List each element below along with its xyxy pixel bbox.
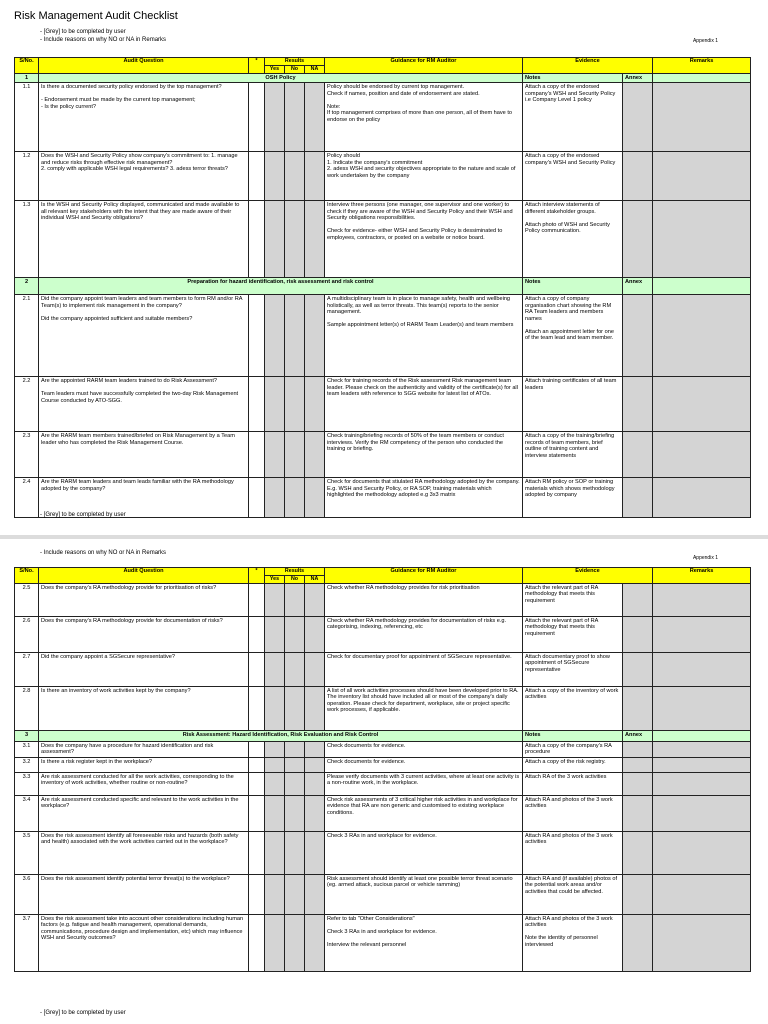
remarks-cell[interactable] <box>653 295 751 377</box>
guidance-cell: Interview three persons (one manager, one supervisor and one worker) to check if they are aware of the WSH and Security Policy and their WSH and Security obligations responsibilities. Check for evidence- either WSH and Security Policy is dessiminated to employees, contractors, or posted on a website or notice board. <box>325 201 523 278</box>
annex-cell[interactable] <box>623 741 653 757</box>
header-sno: S/No. <box>15 568 39 584</box>
header-guidance: Guidance for RM Auditor <box>325 568 523 584</box>
remarks-cell[interactable] <box>653 201 751 278</box>
evidence-cell: Attach a copy of the company's RA procedure <box>523 741 623 757</box>
guidance-cell: Policy should be endorsed by current top management. Check if names, position and date of endorsement are stated. Note: If top management comprises of more than one person, all of them have to endorse on the policy <box>325 83 523 152</box>
remarks-cell[interactable] <box>653 152 751 201</box>
evidence-cell: Attach a copy of the inventory of work activities <box>523 686 623 730</box>
row-number: 2.4 <box>15 478 39 518</box>
section-remarks-cell <box>653 730 751 741</box>
star-cell[interactable] <box>249 377 265 432</box>
notes-label: Notes <box>523 73 623 83</box>
section-remarks-cell <box>653 73 751 83</box>
evidence-cell: Attach RA and (if available) photos of the potential work areas and/or activities that could be affected. <box>523 874 623 914</box>
appendix-label-page2: Appendix 1 <box>692 555 718 561</box>
result-yes-cell[interactable] <box>265 652 285 686</box>
audit-question-cell: Is the WSH and Security Policy displayed, communicated and made available to all relevant key stakeholders with the intent that they are made aware of their individual WSH and Security obligations? <box>39 201 249 278</box>
result-no-cell[interactable] <box>285 914 305 971</box>
star-cell[interactable] <box>249 295 265 377</box>
header-na: NA <box>305 576 325 584</box>
star-cell[interactable] <box>249 152 265 201</box>
section-title: OSH Policy <box>39 73 523 83</box>
result-yes-cell[interactable] <box>265 377 285 432</box>
appendix-label: Appendix 1 <box>692 38 718 44</box>
result-na-cell[interactable] <box>305 652 325 686</box>
evidence-cell: Attach documentary proof to show appointment of SGSecure representative <box>523 652 623 686</box>
result-no-cell[interactable] <box>285 83 305 152</box>
row-number: 2.1 <box>15 295 39 377</box>
result-yes-cell[interactable] <box>265 478 285 518</box>
remarks-cell[interactable] <box>653 831 751 874</box>
section-number: 2 <box>15 278 39 295</box>
checklist-row <box>15 152 751 201</box>
annex-cell[interactable] <box>623 377 653 432</box>
header-star: * <box>249 568 265 584</box>
section-row <box>15 73 751 83</box>
note-reasons: - Include reasons on why NO or NA in Remarks <box>40 37 167 43</box>
guidance-cell: Policy should 1. Indicate the company's commitment 2. adess WSH and security objectives appropriate to the nature and scale of work undertaken by the company <box>325 152 523 201</box>
section-title: Preparation for hazard identification, risk assessment and risk control <box>39 278 523 295</box>
guidance-cell: Check for documentary proof for appointment of SGSecure representative. <box>325 652 523 686</box>
checklist-row <box>15 295 751 377</box>
annex-label: Annex <box>623 278 653 295</box>
guidance-cell: Check documents for evidence. <box>325 757 523 772</box>
audit-question-cell: Does the risk assessment identify all foreseeable risks and hazards (both safety and health) associated with the work activities carried out in the workplace? <box>39 831 249 874</box>
checklist-row <box>15 795 751 831</box>
row-number: 2.5 <box>15 583 39 616</box>
annex-cell[interactable] <box>623 795 653 831</box>
evidence-cell: Attach RM policy or SOP or training materials which shows methodology adopted by company <box>523 478 623 518</box>
section-number: 1 <box>15 73 39 83</box>
header-remarks: Remarks <box>653 58 751 74</box>
section-number: 3 <box>15 730 39 741</box>
header-results: Results <box>265 58 325 66</box>
note-grey-bottom: - [Grey] to be completed by user <box>40 512 126 518</box>
result-no-cell[interactable] <box>285 377 305 432</box>
document-title: Risk Management Audit Checklist <box>14 10 178 22</box>
header-sno: S/No. <box>15 58 39 74</box>
checklist-row <box>15 616 751 652</box>
result-na-cell[interactable] <box>305 741 325 757</box>
star-cell[interactable] <box>249 772 265 795</box>
evidence-cell: Attach a copy of the endorsed company's WSH and Security Policy <box>523 152 623 201</box>
header-results: Results <box>265 568 325 576</box>
star-cell[interactable] <box>249 686 265 730</box>
result-na-cell[interactable] <box>305 152 325 201</box>
annex-cell[interactable] <box>623 831 653 874</box>
result-na-cell[interactable] <box>305 377 325 432</box>
evidence-cell: Attach RA and photos of the 3 work activities <box>523 795 623 831</box>
guidance-cell: Check whether RA methodology provides for risk prioritisation <box>325 583 523 616</box>
result-na-cell[interactable] <box>305 757 325 772</box>
evidence-cell: Attach a copy of company organisation chart showing the RM RA Team leaders and members names Attach an appointment letter for one of the team lead and team member. <box>523 295 623 377</box>
result-yes-cell[interactable] <box>265 772 285 795</box>
checklist-table-page2 <box>14 567 751 972</box>
annex-cell[interactable] <box>623 432 653 478</box>
result-no-cell[interactable] <box>285 478 305 518</box>
checklist-row <box>15 201 751 278</box>
result-yes-cell[interactable] <box>265 831 285 874</box>
star-cell[interactable] <box>249 432 265 478</box>
audit-question-cell: Is there an inventory of work activities kept by the company? <box>39 686 249 730</box>
checklist-row <box>15 757 751 772</box>
header-star: * <box>249 58 265 74</box>
result-yes-cell[interactable] <box>265 432 285 478</box>
result-yes-cell[interactable] <box>265 83 285 152</box>
audit-question-cell: Are risk assessment conducted specific and relevant to the work activities in the workplace? <box>39 795 249 831</box>
guidance-cell: Check training/briefing records of 50% of the team members or conduct interviews. Verify the RM competency of the person who conducted the training or briefing. <box>325 432 523 478</box>
star-cell[interactable] <box>249 741 265 757</box>
result-na-cell[interactable] <box>305 616 325 652</box>
result-yes-cell[interactable] <box>265 686 285 730</box>
result-na-cell[interactable] <box>305 83 325 152</box>
guidance-cell: Refer to tab "Other Considerations" Check 3 RAs in and workplace for evidence. Interview the relevant personnel <box>325 914 523 971</box>
star-cell[interactable] <box>249 831 265 874</box>
result-yes-cell[interactable] <box>265 152 285 201</box>
guidance-cell: Risk assessment should identify at least one possible terror threat scenario (eg. armed attack, sucious parcel or vehicle ramming) <box>325 874 523 914</box>
checklist-row <box>15 432 751 478</box>
evidence-cell: Attach a copy of the risk registry. <box>523 757 623 772</box>
row-number: 2.8 <box>15 686 39 730</box>
remarks-cell[interactable] <box>653 616 751 652</box>
evidence-cell: Attach the relevant part of RA methodology that meets this requirement <box>523 583 623 616</box>
audit-question-cell: Is there a documented security policy endorsed by the top management? - Endorsement must be made by the current top management; - Is the policy current? <box>39 83 249 152</box>
notes-label: Notes <box>523 278 623 295</box>
checklist-table <box>14 57 751 518</box>
result-no-cell[interactable] <box>285 616 305 652</box>
row-number: 3.3 <box>15 772 39 795</box>
result-no-cell[interactable] <box>285 874 305 914</box>
audit-question-cell: Does the risk assessment take into account other considerations including human factors (e.g. fatigue and health management, operational demands, communications, procedure design and implementation, etc) which may influence WSH and Security outcomes? <box>39 914 249 971</box>
result-na-cell[interactable] <box>305 795 325 831</box>
result-no-cell[interactable] <box>285 772 305 795</box>
row-number: 2.3 <box>15 432 39 478</box>
checklist-row <box>15 772 751 795</box>
result-na-cell[interactable] <box>305 432 325 478</box>
row-number: 1.3 <box>15 201 39 278</box>
remarks-cell[interactable] <box>653 432 751 478</box>
row-number: 3.4 <box>15 795 39 831</box>
result-yes-cell[interactable] <box>265 616 285 652</box>
remarks-cell[interactable] <box>653 583 751 616</box>
row-number: 3.6 <box>15 874 39 914</box>
result-no-cell[interactable] <box>285 652 305 686</box>
guidance-cell: Check for training records of the Risk assessment Risk management team leader. Please check on the authenticity and validity of the certificate(s) for all team leaders with reference to SGG website for latest list of ATOs. <box>325 377 523 432</box>
audit-question-cell: Are the RARM team members trained/briefed on Risk Management by a Team leader who has completed the Risk Management Course. <box>39 432 249 478</box>
annex-cell[interactable] <box>623 83 653 152</box>
result-yes-cell[interactable] <box>265 914 285 971</box>
audit-question-cell: Does the company's RA methodology provide for documentation of risks? <box>39 616 249 652</box>
annex-label: Annex <box>623 730 653 741</box>
result-na-cell[interactable] <box>305 686 325 730</box>
guidance-cell: Please verify documents with 3 current activities, where at least one activity is a non-routine work, in the workplace. <box>325 772 523 795</box>
remarks-cell[interactable] <box>653 478 751 518</box>
result-no-cell[interactable] <box>285 686 305 730</box>
remarks-cell[interactable] <box>653 741 751 757</box>
checklist-row <box>15 874 751 914</box>
star-cell[interactable] <box>249 652 265 686</box>
evidence-cell: Attach training certificates of all team leaders <box>523 377 623 432</box>
header-yes: Yes <box>265 66 285 74</box>
guidance-cell: Check risk assessments of 3 critical higher risk activities in and workplace for evidence that RA are non generic and customised to existing workplace conditions. <box>325 795 523 831</box>
result-na-cell[interactable] <box>305 874 325 914</box>
annex-cell[interactable] <box>623 652 653 686</box>
header-evidence: Evidence <box>523 568 653 584</box>
remarks-cell[interactable] <box>653 795 751 831</box>
row-number: 3.7 <box>15 914 39 971</box>
checklist-row <box>15 652 751 686</box>
star-cell[interactable] <box>249 795 265 831</box>
result-no-cell[interactable] <box>285 831 305 874</box>
guidance-cell: Check documents for evidence. <box>325 741 523 757</box>
result-na-cell[interactable] <box>305 583 325 616</box>
star-cell[interactable] <box>249 478 265 518</box>
result-na-cell[interactable] <box>305 914 325 971</box>
star-cell[interactable] <box>249 757 265 772</box>
evidence-cell: Attach a copy of the training/briefing records of team members, brief outline of training content and interview statements <box>523 432 623 478</box>
result-na-cell[interactable] <box>305 295 325 377</box>
annex-cell[interactable] <box>623 914 653 971</box>
result-no-cell[interactable] <box>285 432 305 478</box>
result-yes-cell[interactable] <box>265 295 285 377</box>
remarks-cell[interactable] <box>653 686 751 730</box>
result-yes-cell[interactable] <box>265 795 285 831</box>
header-na: NA <box>305 66 325 74</box>
note-grey-bottom-page2: - [Grey] to be completed by user <box>40 1010 126 1016</box>
annex-cell[interactable] <box>623 583 653 616</box>
note-reasons-page2: - Include reasons on why NO or NA in Remarks <box>40 550 167 556</box>
checklist-row <box>15 914 751 971</box>
star-cell[interactable] <box>249 201 265 278</box>
annex-cell[interactable] <box>623 478 653 518</box>
row-number: 2.7 <box>15 652 39 686</box>
checklist-row <box>15 83 751 152</box>
row-number: 3.1 <box>15 741 39 757</box>
evidence-cell: Attach a copy of the endorsed company's WSH and Security Policy i.e Company Level 1 policy <box>523 83 623 152</box>
header-audit-question: Audit Question <box>39 58 249 74</box>
result-no-cell[interactable] <box>285 795 305 831</box>
audit-question-cell: Does the company have a procedure for hazard identification and risk assessment? <box>39 741 249 757</box>
annex-label: Annex <box>623 73 653 83</box>
notes-label: Notes <box>523 730 623 741</box>
result-no-cell[interactable] <box>285 152 305 201</box>
row-number: 2.6 <box>15 616 39 652</box>
annex-cell[interactable] <box>623 152 653 201</box>
annex-cell[interactable] <box>623 201 653 278</box>
audit-question-cell: Does the risk assessment identify potential terror threat(s) to the workplace? <box>39 874 249 914</box>
section-remarks-cell <box>653 278 751 295</box>
guidance-cell: A list of all work activities processes should have been developed prior to RA. The inventory list should have included all or most of the company's daily operation. Please check for department, workplace, site or project specific work processes, if applicable. <box>325 686 523 730</box>
annex-cell[interactable] <box>623 616 653 652</box>
guidance-cell: A multidisciplinary team is in place to manage safety, health and wellbeing holistically, as well as terror threats. This team(s) reports to the senior management. Sample appointment letter(s) of RARM Team Leader(s) and team members <box>325 295 523 377</box>
audit-question-cell: Does the WSH and Security Policy show company's commitment to: 1. manage and reduce risks through effective risk management? 2. comply with applicable WSH legal requirements? 3. adess terror threats? <box>39 152 249 201</box>
result-yes-cell[interactable] <box>265 201 285 278</box>
header-guidance: Guidance for RM Auditor <box>325 58 523 74</box>
result-na-cell[interactable] <box>305 201 325 278</box>
result-na-cell[interactable] <box>305 478 325 518</box>
evidence-cell: Attach the relevant part of RA methodology that meets this requirement <box>523 616 623 652</box>
checklist-row <box>15 686 751 730</box>
audit-question-cell: Are the RARM team leaders and team leads familiar with the RA methodology adopted by the company? <box>39 478 249 518</box>
note-grey: - [Grey] to be completed by user <box>40 29 126 35</box>
remarks-cell[interactable] <box>653 772 751 795</box>
header-evidence: Evidence <box>523 58 653 74</box>
result-yes-cell[interactable] <box>265 757 285 772</box>
audit-question-cell: Are the appointed RARM team leaders trained to do Risk Assessment? Team leaders must have successfully completed the two-day Risk Management Course conducted by ATO-SGG. <box>39 377 249 432</box>
evidence-cell: Attach RA and photos of the 3 work activities <box>523 831 623 874</box>
guidance-cell: Check for documents that stiulated RA methodology adopted by the company. E.g. WSH and Security Policy, or RA SOP, training materials which highlighted the methodology adopted e.g 3x3 matrix <box>325 478 523 518</box>
result-na-cell[interactable] <box>305 831 325 874</box>
audit-question-cell: Is there a risk register kept in the workplace? <box>39 757 249 772</box>
header-no: No <box>285 576 305 584</box>
checklist-row <box>15 741 751 757</box>
remarks-cell[interactable] <box>653 757 751 772</box>
header-audit-question: Audit Question <box>39 568 249 584</box>
remarks-cell[interactable] <box>653 874 751 914</box>
remarks-cell[interactable] <box>653 914 751 971</box>
row-number: 2.2 <box>15 377 39 432</box>
star-cell[interactable] <box>249 583 265 616</box>
section-title: Risk Assessment: Hazard Identification, Risk Evaluation and Risk Control <box>39 730 523 741</box>
guidance-cell: Check 3 RAs in and workplace for evidence. <box>325 831 523 874</box>
row-number: 3.5 <box>15 831 39 874</box>
section-row <box>15 278 751 295</box>
result-no-cell[interactable] <box>285 583 305 616</box>
header-no: No <box>285 66 305 74</box>
star-cell[interactable] <box>249 83 265 152</box>
row-number: 1.2 <box>15 152 39 201</box>
audit-question-cell: Are risk assessment conducted for all the work activities, corresponding to the inventory of work activities, whether routine or non-routine? <box>39 772 249 795</box>
result-no-cell[interactable] <box>285 741 305 757</box>
remarks-cell[interactable] <box>653 652 751 686</box>
annex-cell[interactable] <box>623 874 653 914</box>
result-no-cell[interactable] <box>285 201 305 278</box>
audit-question-cell: Did the company appoint a SGSecure representative? <box>39 652 249 686</box>
row-number: 1.1 <box>15 83 39 152</box>
remarks-cell[interactable] <box>653 377 751 432</box>
header-yes: Yes <box>265 576 285 584</box>
audit-question-cell: Did the company appoint team leaders and team members to form RM and/or RA Team(s) to implement risk management in the company? Did the company appointed sufficient and suitable members? <box>39 295 249 377</box>
result-na-cell[interactable] <box>305 772 325 795</box>
section-row <box>15 730 751 741</box>
audit-question-cell: Does the company's RA methodology provide for prioritisation of risks? <box>39 583 249 616</box>
page-separator <box>0 535 768 539</box>
evidence-cell: Attach RA of the 3 work activities <box>523 772 623 795</box>
row-number: 3.2 <box>15 757 39 772</box>
annex-cell[interactable] <box>623 757 653 772</box>
star-cell[interactable] <box>249 914 265 971</box>
annex-cell[interactable] <box>623 772 653 795</box>
evidence-cell: Attach interview statements of different stakeholder groups. Attach photo of WSH and Security Policy communication. <box>523 201 623 278</box>
result-yes-cell[interactable] <box>265 583 285 616</box>
checklist-row <box>15 831 751 874</box>
result-no-cell[interactable] <box>285 295 305 377</box>
result-yes-cell[interactable] <box>265 874 285 914</box>
star-cell[interactable] <box>249 874 265 914</box>
star-cell[interactable] <box>249 616 265 652</box>
checklist-row <box>15 377 751 432</box>
header-remarks: Remarks <box>653 568 751 584</box>
result-no-cell[interactable] <box>285 757 305 772</box>
result-yes-cell[interactable] <box>265 741 285 757</box>
remarks-cell[interactable] <box>653 83 751 152</box>
guidance-cell: Check whether RA methodology provides for documentation of risks e.g. categorising, indexing, referencing, etc <box>325 616 523 652</box>
checklist-row <box>15 583 751 616</box>
annex-cell[interactable] <box>623 295 653 377</box>
annex-cell[interactable] <box>623 686 653 730</box>
evidence-cell: Attach RA and photos of the 3 work activities Note the identity of personnel interviewed <box>523 914 623 971</box>
